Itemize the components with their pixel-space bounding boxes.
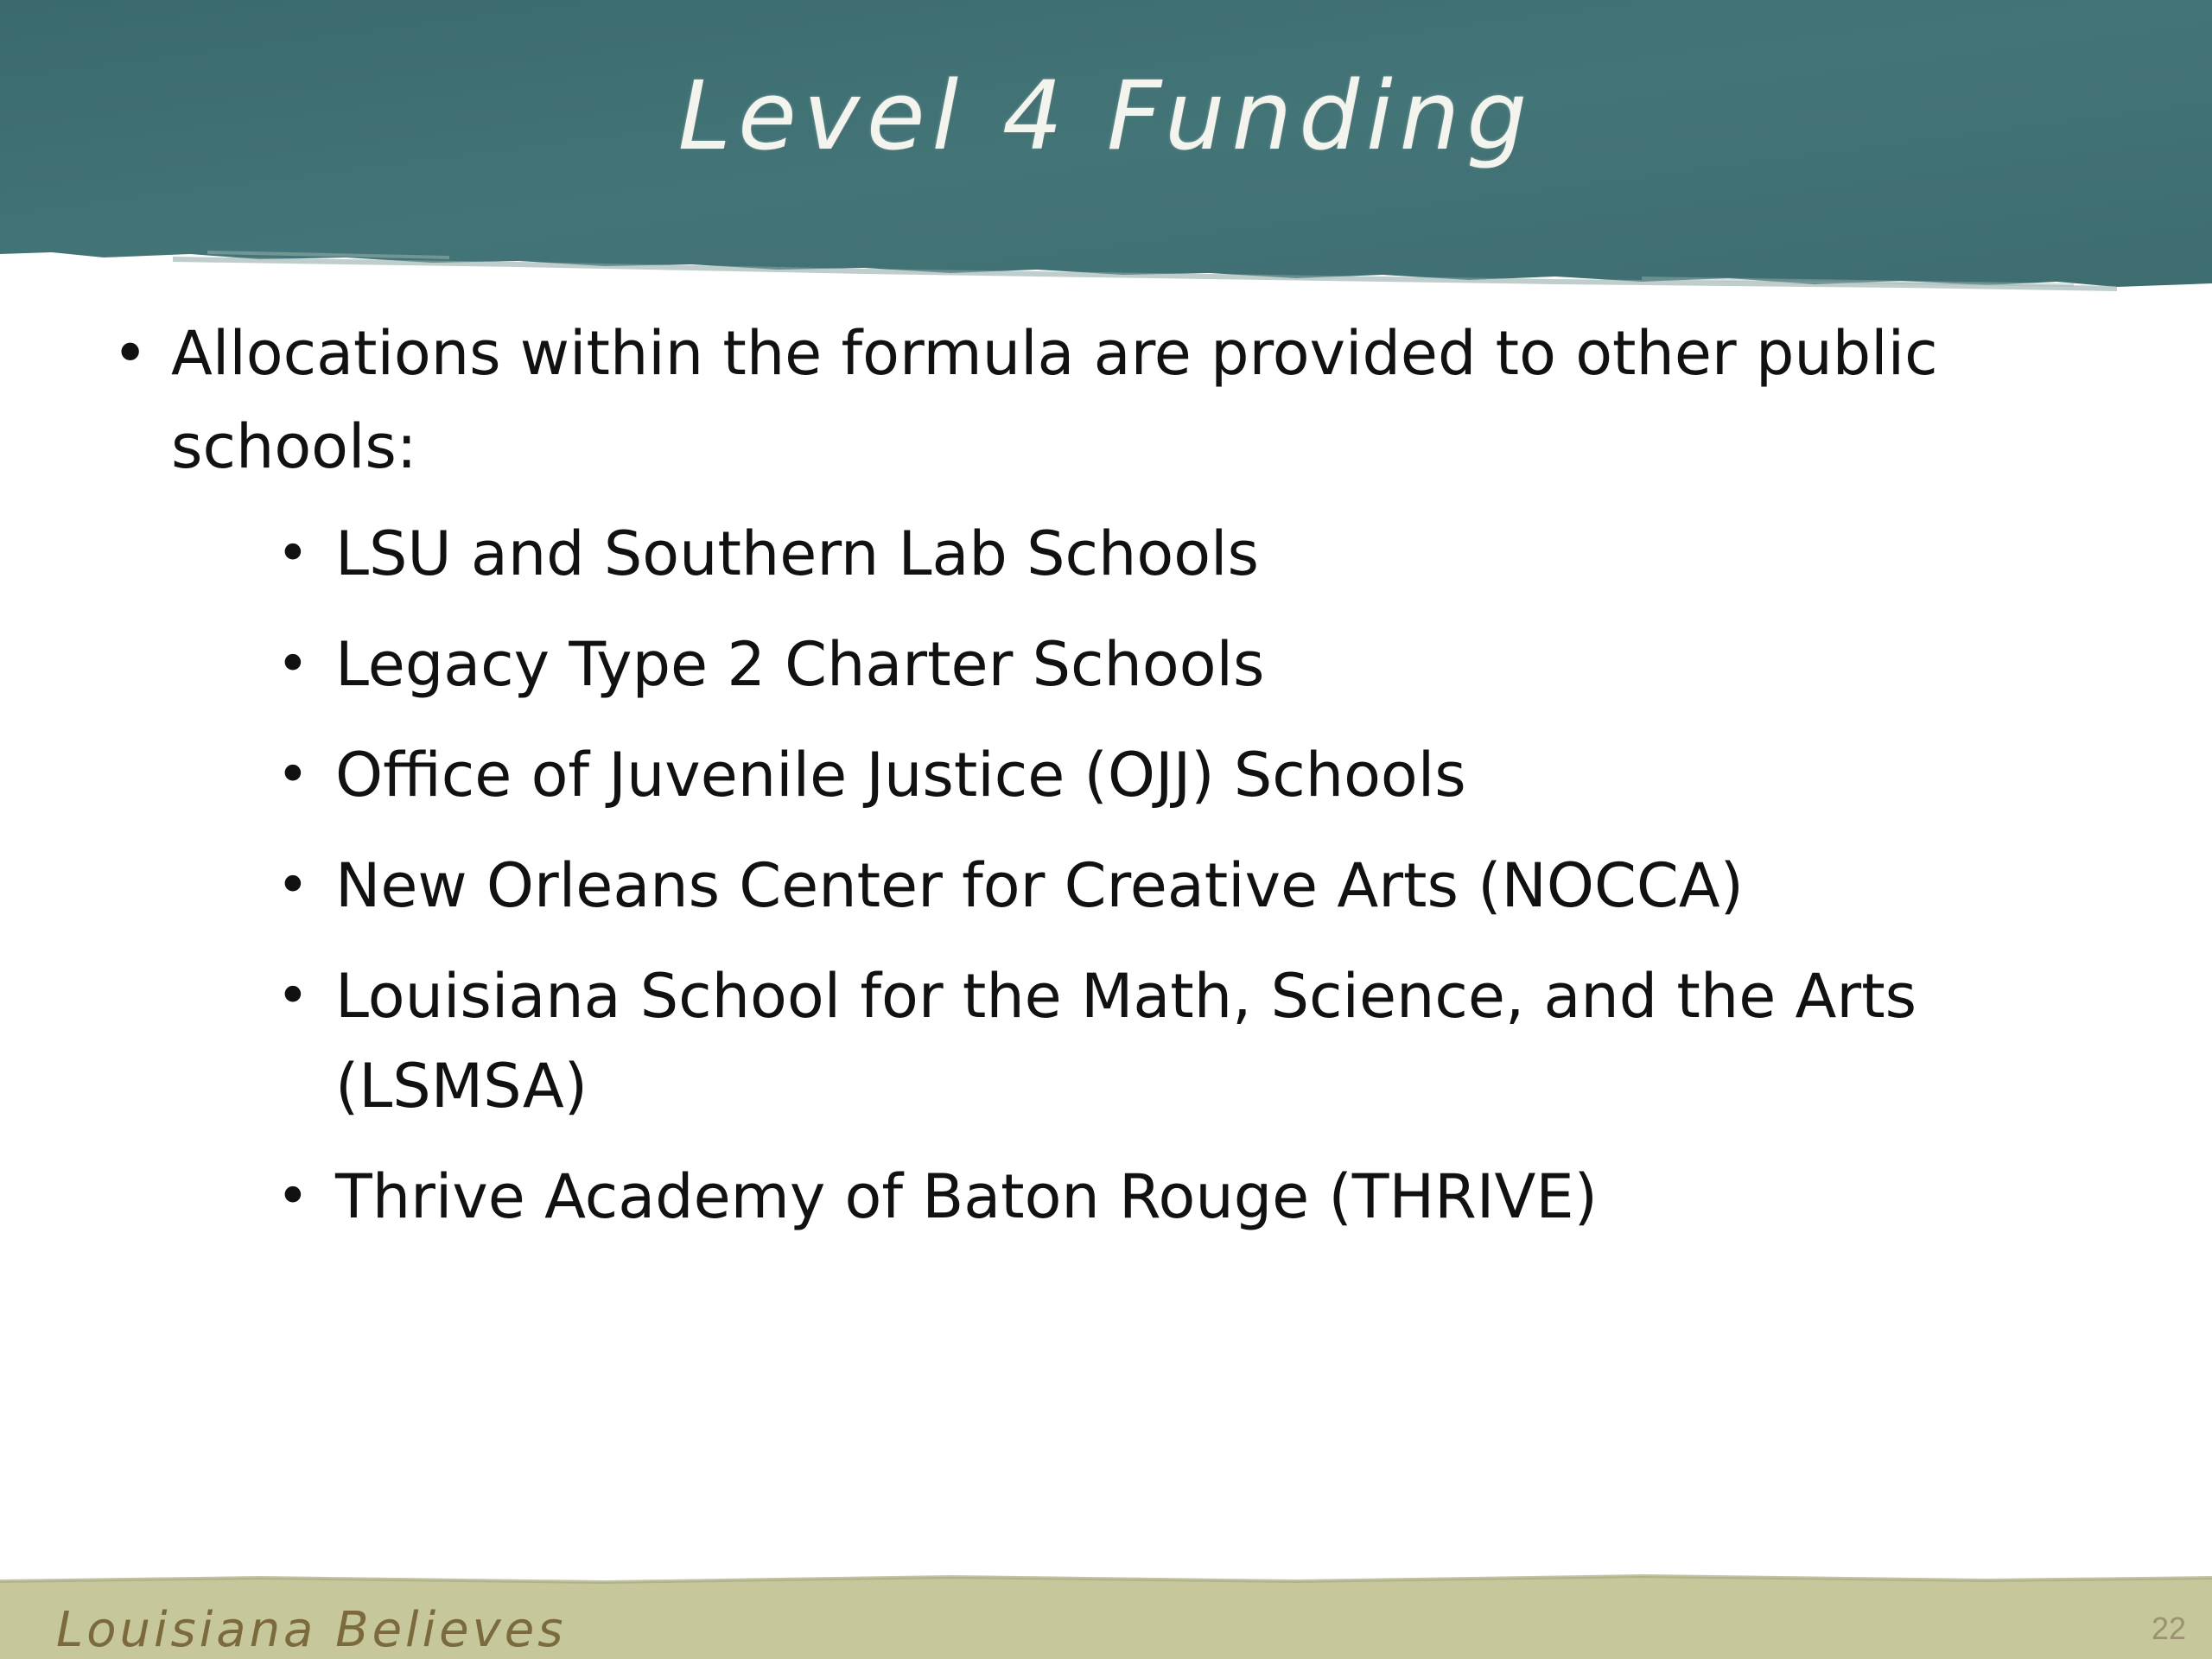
bullet-icon: • xyxy=(276,632,309,696)
brand-logo-text: Louisiana Believes xyxy=(56,1602,567,1658)
list-item-text: Thrive Academy of Baton Rouge (THRIVE) xyxy=(335,1161,1598,1232)
bullet-icon: • xyxy=(276,964,309,1028)
slide-body xyxy=(112,307,2065,1262)
list-item xyxy=(276,951,2065,1131)
page-number: 22 xyxy=(2151,1611,2186,1646)
chalkboard-header xyxy=(0,0,2212,294)
list-item xyxy=(276,509,2065,599)
list-item-text: Louisiana School for the Math, Science, and the Arts (LSMSA) xyxy=(335,961,1917,1122)
bullet-icon: • xyxy=(112,318,149,389)
list-item xyxy=(276,620,2065,709)
bullet-icon: • xyxy=(276,854,309,918)
bullet-icon: • xyxy=(276,522,309,586)
list-item xyxy=(276,730,2065,820)
list-item-text: LSU and Southern Lab Schools xyxy=(335,518,1259,589)
list-item-text: Office of Juvenile Justice (OJJ) Schools xyxy=(335,740,1466,810)
intro-bullet xyxy=(112,307,2065,493)
footer-band xyxy=(0,1573,2212,1659)
list-item-text: New Orleans Center for Creative Arts (NOCCA) xyxy=(335,850,1744,921)
intro-text: Allocations within the formula are provided to other public schools: xyxy=(171,318,1938,482)
list-item-text: Legacy Type 2 Charter Schools xyxy=(335,629,1265,700)
bullet-icon: • xyxy=(276,1165,309,1229)
slide-title: Level 4 Funding xyxy=(677,60,1535,171)
list-item xyxy=(276,841,2065,931)
school-list xyxy=(112,509,2065,1242)
list-item xyxy=(276,1152,2065,1242)
bullet-icon: • xyxy=(276,743,309,807)
